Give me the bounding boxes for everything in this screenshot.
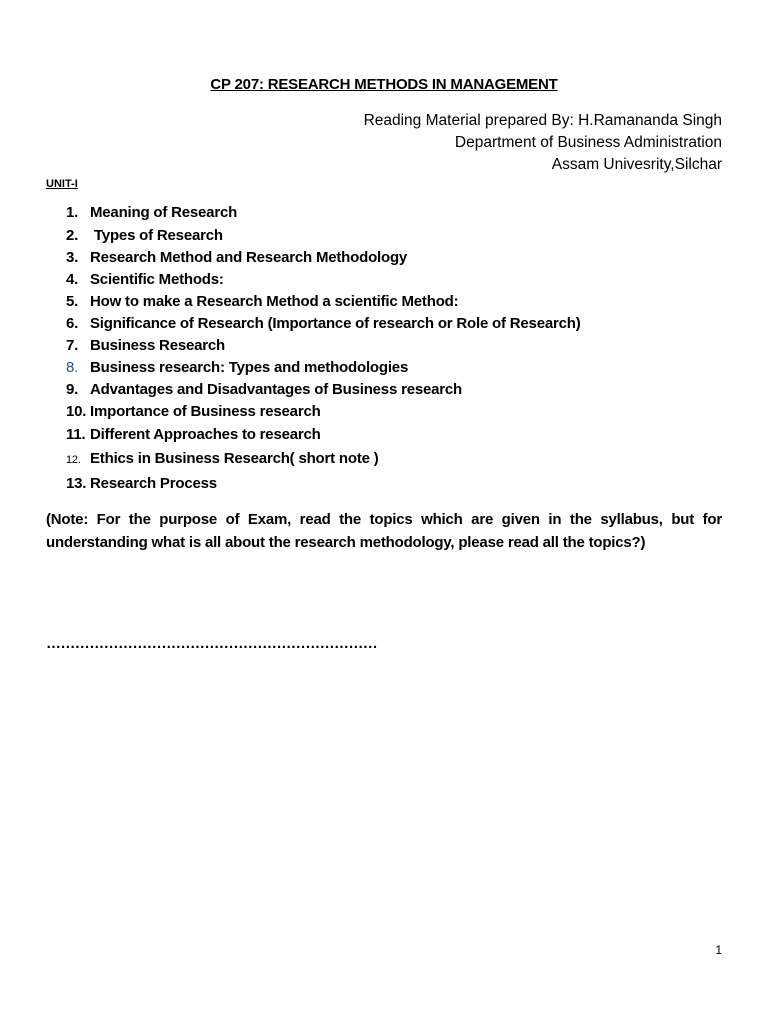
topic-number: 11. <box>66 426 86 443</box>
exam-note: (Note: For the purpose of Exam, read the topics which are given in the syllabus, but for understanding what is all about the research methodology, please read all the topics?) <box>46 511 722 551</box>
topic-text: Significance of Research (Importance of research or Role of Research) <box>90 315 581 332</box>
topic-text: Advantages and Disadvantages of Business research <box>90 381 463 398</box>
topic-number: 2. <box>66 227 79 244</box>
author-line-1: Reading Material prepared By: H.Ramananda Singh <box>363 112 722 129</box>
topic-number: 9. <box>66 381 79 398</box>
topic-text: Scientific Methods: <box>90 271 224 288</box>
topic-number: 3. <box>66 249 79 266</box>
topic-number: 13. <box>66 475 87 492</box>
topic-number: 12. <box>66 454 81 466</box>
topic-item <box>66 450 379 467</box>
topic-number: 5. <box>66 293 79 310</box>
topic-text: Importance of Business research <box>90 403 321 420</box>
topic-item <box>66 337 225 354</box>
topic-number: 1. <box>66 204 79 221</box>
topic-number: 4. <box>66 271 79 288</box>
topic-text: Types of Research <box>90 227 223 244</box>
topic-text: Business Research <box>90 337 226 354</box>
topic-text: How to make a Research Method a scientific Method: <box>90 293 459 310</box>
topic-text: Business research: Types and methodologies <box>90 359 409 376</box>
topic-text: Research Process <box>90 475 217 492</box>
page-number: 1 <box>715 943 722 957</box>
topic-item <box>66 249 407 266</box>
topic-text: Meaning of Research <box>90 204 238 221</box>
dotted-separator: …………………………………………………………… <box>46 635 378 652</box>
topic-item <box>66 227 223 244</box>
topic-item <box>66 315 581 332</box>
topic-number: 8. <box>66 359 79 376</box>
unit-label: UNIT-I <box>46 178 78 190</box>
author-line-3: Assam Univesrity,Silchar <box>551 156 722 173</box>
topic-number: 10. <box>66 403 87 420</box>
author-line-2: Department of Business Administration <box>454 134 722 151</box>
topic-text: Different Approaches to research <box>90 426 321 443</box>
topic-item <box>66 475 217 492</box>
topic-text: Research Method and Research Methodology <box>90 249 408 266</box>
topic-item <box>66 359 408 376</box>
topic-item <box>66 403 321 420</box>
document-title: CP 207: RESEARCH METHODS IN MANAGEMENT <box>210 76 558 93</box>
topic-item <box>66 271 224 288</box>
topic-number: 6. <box>66 315 79 332</box>
topic-item <box>66 293 458 310</box>
topic-number: 7. <box>66 337 79 354</box>
topic-text: Ethics in Business Research( short note ) <box>90 450 379 467</box>
topic-item <box>66 381 462 398</box>
topic-item <box>66 426 321 443</box>
topic-item <box>66 204 237 221</box>
